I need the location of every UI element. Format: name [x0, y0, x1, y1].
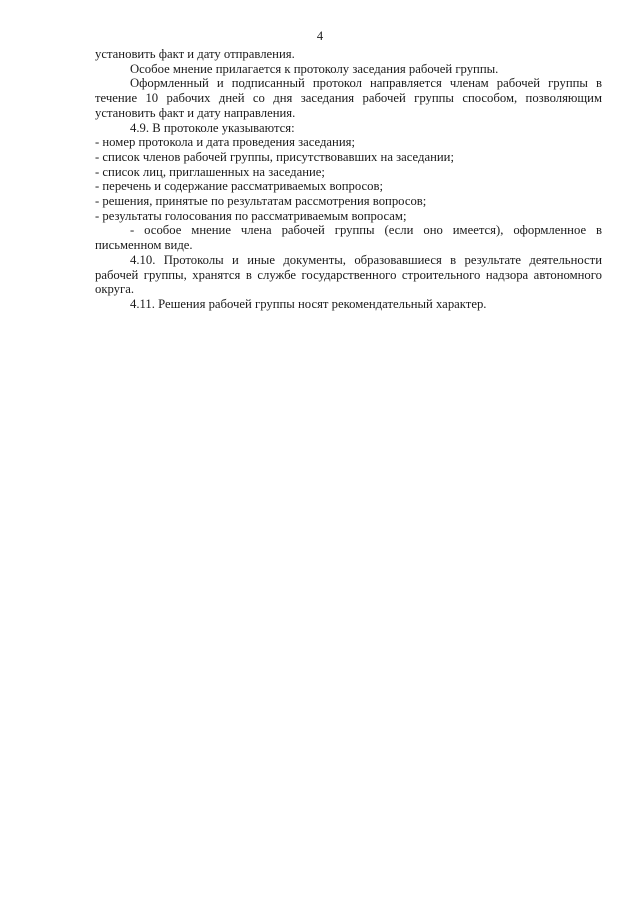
list-item: - особое мнение члена рабочей группы (если оно имеется), оформленное в письменном виде. [95, 223, 602, 253]
document-body [95, 47, 602, 312]
paragraph-special-opinion: Особое мнение прилагается к протоколу заседания рабочей группы. [130, 61, 499, 76]
paragraph-protocol-sending: Оформленный и подписанный протокол направляется членам рабочей группы в течение 10 рабочих дней со дня заседания рабочей группы способом, позволяющим установить факт и дату направления. [95, 76, 602, 120]
section-4-9-heading: 4.9. В протоколе указываются: [130, 120, 295, 135]
list-item: - результаты голосования по рассматриваемым вопросам; [95, 208, 407, 223]
section-4-10-paragraph: 4.10. Протоколы и иные документы, образовавшиеся в результате деятельности рабочей группы, хранятся в службе государственного строительного надзора автономного округа. [95, 252, 602, 297]
list-item: - перечень и содержание рассматриваемых вопросов; [95, 179, 384, 194]
paragraph-send-fact: установить факт и дату отправления. [95, 47, 295, 61]
page-number: 4 [316, 29, 324, 43]
list-item: - список лиц, приглашенных на заседание; [95, 164, 325, 179]
list-item: - список членов рабочей группы, присутствовавших на заседании; [95, 149, 454, 164]
section-4-11-paragraph: 4.11. Решения рабочей группы носят рекомендательный характер. [130, 296, 487, 311]
list-item: - номер протокола и дата проведения заседания; [95, 135, 355, 150]
list-item: - решения, принятые по результатам рассмотрения вопросов; [95, 194, 427, 209]
